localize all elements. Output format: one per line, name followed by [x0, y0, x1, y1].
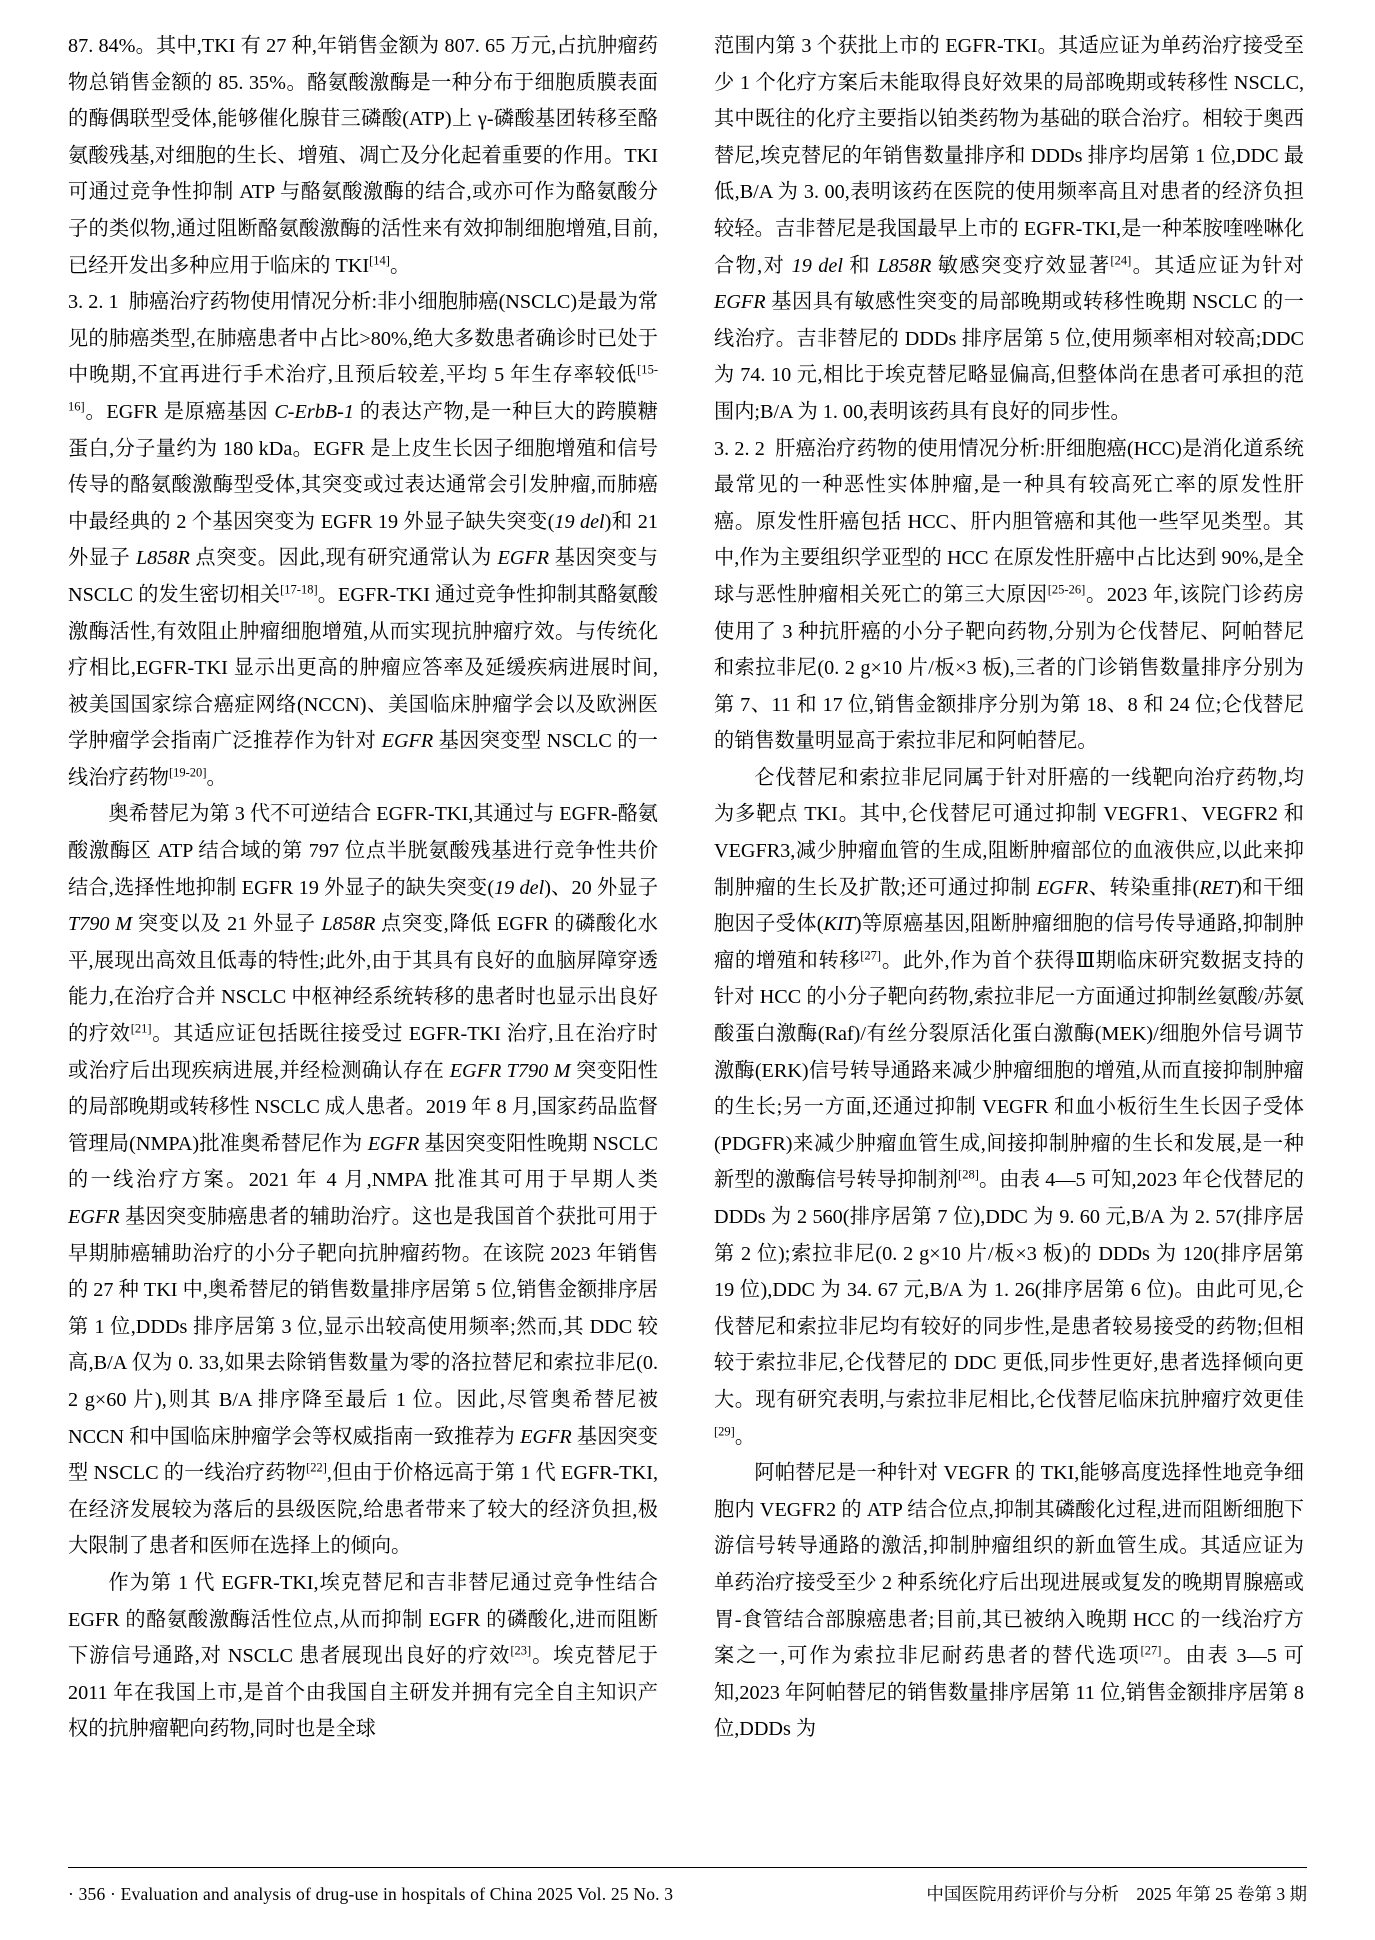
- reference-superscript: [27]: [1140, 1643, 1162, 1658]
- section-text: 。EGFR 是原癌基因: [84, 400, 275, 423]
- gene-name-italic: 19 del: [554, 510, 605, 533]
- gene-name-italic: EGFR: [68, 1206, 120, 1228]
- paragraph-apatinib: [714, 1455, 1304, 1748]
- gene-name-italic: L858R: [135, 547, 190, 570]
- paragraph-lenvatinib-sorafenib: [714, 760, 1304, 1455]
- section-3-2-1: [68, 284, 658, 796]
- reference-superscript: [23]: [510, 1643, 532, 1658]
- paragraph-text: 基因具有敏感性突变的局部晚期或转移性晚期 NSCLC 的一线治疗。吉非替尼的 DDDs 排序居第 5 位,使用频率相对较高;DDC 为 74. 10 元,相比于埃克替尼略显偏高,但整体尚在患者可承担的范围内;B/A 为 1. 00,表明该药具有良好的同步性。: [714, 291, 1304, 423]
- section-number: 3. 2. 2: [714, 437, 765, 460]
- gene-name-italic: T790 M: [68, 913, 133, 936]
- paragraph-text: 基因突变阳性晚期 NSCLC 的一线治疗方案。2021 年 4 月,NMPA 批准其可用于早期人类: [68, 1132, 658, 1192]
- paragraph-text: 阿帕替尼是一种针对 VEGFR 的 TKI,能够高度选择性地竞争细胞内 VEGFR2 的 ATP 结合位点,抑制其磷酸化过程,进而阻断细胞下游信号转导通路的激活,抑制肿瘤组织的新血管生成。其适应证为单药治疗接受至少 2 种系统化疗后出现进展或复发的晚期胃腺癌或胃-食管结合部腺癌患者;目前,其已被纳入晚期 HCC 的一线治疗方案之一,可作为索拉非尼耐药患者的替代选项: [714, 1462, 1304, 1668]
- footer-divider: [68, 1867, 1307, 1868]
- paragraph-text: 。: [734, 1425, 756, 1448]
- paragraph-text: 。埃克替尼于 2011 年在我国上市,是首个由我国自主研发并拥有完全自主知识产权的抗肿瘤靶向药物,同时也是全球: [68, 1645, 658, 1741]
- reference-superscript: [22]: [306, 1460, 327, 1475]
- paragraph-text: 。由表 4—5 可知,2023 年仑伐替尼的 DDDs 为 2 560(排序居第 7 位),DDC 为 9. 60 元,B/A 为 2. 57(排序居第 2 位);索拉非尼(0. 2 g×10 片/板×3 板)的 DDDs 为 120(排序居第 19 位),DDC 为 34. 67 元,B/A 为 1. 26(排序居第 6 位)。由此可见,仑伐替尼和索拉非尼均有较好的同步性,是患者较易接受的药物;但相较于索拉非尼,仑伐替尼的 DDC 更低,同步性更好,患者选择倾向更大。现有研究表明,与索拉非尼相比,仑伐替尼临床抗肿瘤疗效更佳: [714, 1169, 1304, 1411]
- section-3-2-2: [714, 431, 1304, 760]
- gene-name-italic: EGFR: [520, 1425, 572, 1448]
- paragraph-text-end: 。: [389, 254, 411, 277]
- reference-superscript: [17-18]: [280, 582, 318, 597]
- paragraph-text: 敏感突变疗效显著: [931, 254, 1111, 277]
- section-text: 。EGFR-TKI 通过竞争性抑制其酪氨酸激酶活性,有效阻止肿瘤细胞增殖,从而实现抗肿瘤疗效。与传统化疗相比,EGFR-TKI 显示出更高的肿瘤应答率及延缓疾病进展时间,被美国国家综合癌症网络(NCCN)、美国临床肿瘤学会以及欧洲医学肿瘤学会指南广泛推荐作为针对: [68, 583, 658, 753]
- section-text: 点突变。因此,现有研究通常认为: [189, 547, 498, 570]
- section-text: 肝癌治疗药物的使用情况分析:肝细胞癌(HCC)是消化道系统最常见的一种恶性实体肿瘤,是一种具有较高死亡率的原发性肝癌。原发性肝癌包括 HCC、肝内胆管癌和其他一些罕见类型。其中,作为主要组织学亚型的 HCC 在原发性肝癌中占比达到 90%,是全球与恶性肿瘤相关死亡的第三大原因: [714, 437, 1304, 606]
- gene-name-italic: EGFR T790 M: [449, 1059, 571, 1082]
- section-text: 。: [206, 766, 227, 789]
- gene-name-italic: EGFR: [367, 1132, 420, 1155]
- paragraph-text: 。其适应证包括既往接受过 EGFR-TKI 治疗,且在治疗时或治疗后出现疾病进展,并经检测确认存在: [68, 1023, 658, 1082]
- paragraph-text: 、转染重排(: [1088, 876, 1200, 899]
- gene-name-italic: KIT: [823, 913, 855, 936]
- page-footer: [68, 1881, 1307, 1906]
- gene-name-italic: EGFR: [1036, 876, 1089, 899]
- paragraph-text: 基因突变型 NSCLC 的一线治疗药物: [68, 1425, 658, 1485]
- gene-name-italic: 19 del: [494, 876, 545, 899]
- reference-superscript: [15-16]: [68, 362, 658, 414]
- paragraph-text: 作为第 1 代 EGFR-TKI,埃克替尼和吉非替尼通过竞争性结合 EGFR 的酪氨酸激酶活性位点,从而抑制 EGFR 的磷酸化,进而阻断下游信号通路,对 NSCLC 患者展现出良好的疗效: [68, 1571, 658, 1668]
- gene-name-italic: L858R: [877, 254, 932, 277]
- paragraph-osimertinib: [68, 796, 658, 1564]
- gene-name-italic: L858R: [321, 913, 376, 936]
- gene-name-italic: EGFR: [381, 730, 434, 753]
- footer-english-citation: · 356 · Evaluation and analysis of drug-use in hospitals of China 2025 Vol. 25 No. 3: [68, 1884, 674, 1904]
- footer-chinese-citation: 中国医院用药评价与分析 2025 年第 25 卷第 3 期: [926, 1884, 1307, 1904]
- paragraph-text: 突变以及 21 外显子: [132, 913, 322, 936]
- paragraph-text: 范围内第 3 个获批上市的 EGFR-TKI。其适应证为单药治疗接受至少 1 个化疗方案后未能取得良好效果的局部晚期或转移性 NSCLC,其中既往的化疗主要指以铂类药物为基础的联合治疗。相较于奥西替尼,埃克替尼的年销售数量排序和 DDDs 排序均居第 1 位,DDC 最低,B/A 为 3. 00,表明该药在医院的使用频率高且对患者的经济负担较轻。吉非替尼是我国最早上市的 EGFR-TKI,是一种苯胺喹唑啉化合物,对: [714, 35, 1304, 277]
- section-text: 。2023 年,该院门诊药房使用了 3 种抗肝癌的小分子靶向药物,分别为仑伐替尼、阿帕替尼和索拉非尼(0. 2 g×10 片/板×3 板),三者的门诊销售数量排序分别为第 7、11 和 17 位,销售金额排序分别为第 18、8 和 24 位;仑伐替尼的销售数量明显高于索拉非尼和阿帕替尼。: [714, 583, 1304, 753]
- section-text: 基因突变型 NSCLC 的一线治疗药物: [68, 730, 658, 789]
- gene-name-italic: 19 del: [791, 254, 843, 277]
- paragraph-text: 。由表 3—5 可知,2023 年阿帕替尼的销售数量排序居第 11 位,销售金额排序居第 8 位,DDDs 为: [714, 1645, 1304, 1741]
- paragraph-text: 。其适应证为针对: [1131, 254, 1304, 277]
- paragraph-continuation: [68, 28, 658, 284]
- reference-superscript: [21]: [130, 1021, 152, 1036]
- paragraph-text: )等原癌基因,阻断肿瘤细胞的信号传导通路,抑制肿瘤的增殖和转移: [714, 913, 1304, 972]
- paragraph-text: )和干细胞因子受体(: [714, 876, 1304, 936]
- reference-superscript: [14]: [369, 252, 390, 267]
- two-column-body: [68, 28, 1307, 1818]
- gene-name-italic: RET: [1199, 876, 1236, 899]
- right-column: [714, 28, 1304, 1818]
- left-column: [68, 28, 658, 1818]
- reference-superscript: [27]: [860, 948, 882, 963]
- gene-name-italic: C-ErbB-1: [274, 400, 354, 423]
- section-text: 基因突变与 NSCLC 的发生密切相关: [68, 547, 658, 606]
- gene-name-italic: EGFR: [714, 291, 766, 314]
- section-text: )和 21 外显子: [68, 510, 658, 570]
- paragraph-text: 突变阳性的局部晚期或转移性 NSCLC 成人患者。2019 年 8 月,国家药品监督管理局(NMPA)批准奥希替尼作为: [68, 1059, 658, 1155]
- paragraph-text: 奥希替尼为第 3 代不可逆结合 EGFR-TKI,其通过与 EGFR-酪氨酸激酶区 ATP 结合域的第 797 位点半胱氨酸残基进行竞争性共价结合,选择性地抑制 EGFR 19 外显子的缺失突变(: [68, 803, 658, 899]
- paragraph-text: 。此外,作为首个获得Ⅲ期临床研究数据支持的针对 HCC 的小分子靶向药物,索拉非尼一方面通过抑制丝氨酸/苏氨酸蛋白激酶(Raf)/有丝分裂原活化蛋白激酶(MEK)/细胞外信号调节激酶(ERK)信号转导通路来减少肿瘤细胞的增殖,从而直接抑制肿瘤的生长;另一方面,还通过抑制 VEGFR 和血小板衍生生长因子受体(PDGFR)来减少肿瘤血管生成,间接抑制肿瘤的生长和发展,是一种新型的激酶信号转导抑制剂: [714, 949, 1304, 1192]
- reference-superscript: [28]: [958, 1167, 979, 1182]
- reference-superscript: [19-20]: [168, 765, 207, 780]
- paragraph-text: ,但由于价格远高于第 1 代 EGFR-TKI,在经济发展较为落后的县级医院,给患者带来了较大的经济负担,极大限制了患者和医师在选择上的倾向。: [68, 1462, 658, 1558]
- paragraph-text: 87. 84%。其中,TKI 有 27 种,年销售金额为 807. 65 万元,占抗肿瘤药物总销售金额的 85. 35%。酪氨酸激酶是一种分布于细胞质膜表面的酶偶联型受体,能够催化腺苷三磷酸(ATP)上 γ-磷酸基团转移至酪氨酸残基,对细胞的生长、增殖、凋亡及分化起着重要的作用。TKI 可通过竞争性抑制 ATP 与酪氨酸激酶的结合,或亦可作为酪氨酸分子的类似物,通过阻断酪氨酸激酶的活性来有效抑制细胞增殖,目前,已经开发出多种应用于临床的 TKI: [68, 35, 658, 277]
- paragraph-text: 仑伐替尼和索拉非尼同属于针对肝癌的一线靶向治疗药物,均为多靶点 TKI。其中,仑伐替尼可通过抑制 VEGFR1、VEGFR2 和 VEGFR3,减少肿瘤血管的生成,阻断肿瘤部位的血液供应,以此来抑制肿瘤的生长及扩散;还可通过抑制: [714, 766, 1304, 899]
- paragraph-text: 基因突变肺癌患者的辅助治疗。这也是我国首个获批可用于早期肺癌辅助治疗的小分子靶向抗肿瘤药物。在该院 2023 年销售的 27 种 TKI 中,奥希替尼的销售数量排序居第 5 位,销售金额排序居第 1 位,DDDs 排序居第 3 位,显示出较高使用频率;然而,其 DDC 较高,B/A 仅为 0. 33,如果去除销售数量为零的洛拉替尼和索拉非尼(0. 2 g×60 片),则其 B/A 排序降至最后 1 位。因此,尽管奥希替尼被 NCCN 和中国临床肿瘤学会等权威指南一致推荐为: [68, 1206, 658, 1448]
- reference-superscript: [24]: [1110, 252, 1132, 267]
- section-text: 肺癌治疗药物使用情况分析:非小细胞肺癌(NSCLC)是最为常见的肺癌类型,在肺癌患者中占比>80%,绝大多数患者确诊时已处于中晚期,不宜再进行手术治疗,且预后较差,平均 5 年生存率较低: [68, 291, 659, 387]
- paragraph-icotinib: [68, 1565, 658, 1748]
- paragraph-text: 点突变,降低 EGFR 的磷酸化水平,展现出高效且低毒的特性;此外,由于其具有良好的血脑屏障穿透能力,在治疗合并 NSCLC 中枢神经系统转移的患者时也显示出良好的疗效: [68, 913, 658, 1046]
- paragraph-text: 和: [842, 254, 878, 277]
- section-number: 3. 2. 1: [68, 291, 119, 314]
- reference-superscript: [25-26]: [1047, 582, 1086, 597]
- gene-name-italic: EGFR: [497, 547, 550, 570]
- paragraph-continuation: [714, 28, 1304, 431]
- reference-superscript: [29]: [714, 1423, 735, 1438]
- paragraph-text: )、20 外显子: [544, 876, 659, 899]
- section-text: 的表达产物,是一种巨大的跨膜糖蛋白,分子量约为 180 kDa。EGFR 是上皮生长因子细胞增殖和信号传导的酪氨酸激酶型受体,其突变或过表达通常会引发肿瘤,而肺癌中最经典的 2 个基因突变为 EGFR 19 外显子缺失突变(: [68, 400, 658, 533]
